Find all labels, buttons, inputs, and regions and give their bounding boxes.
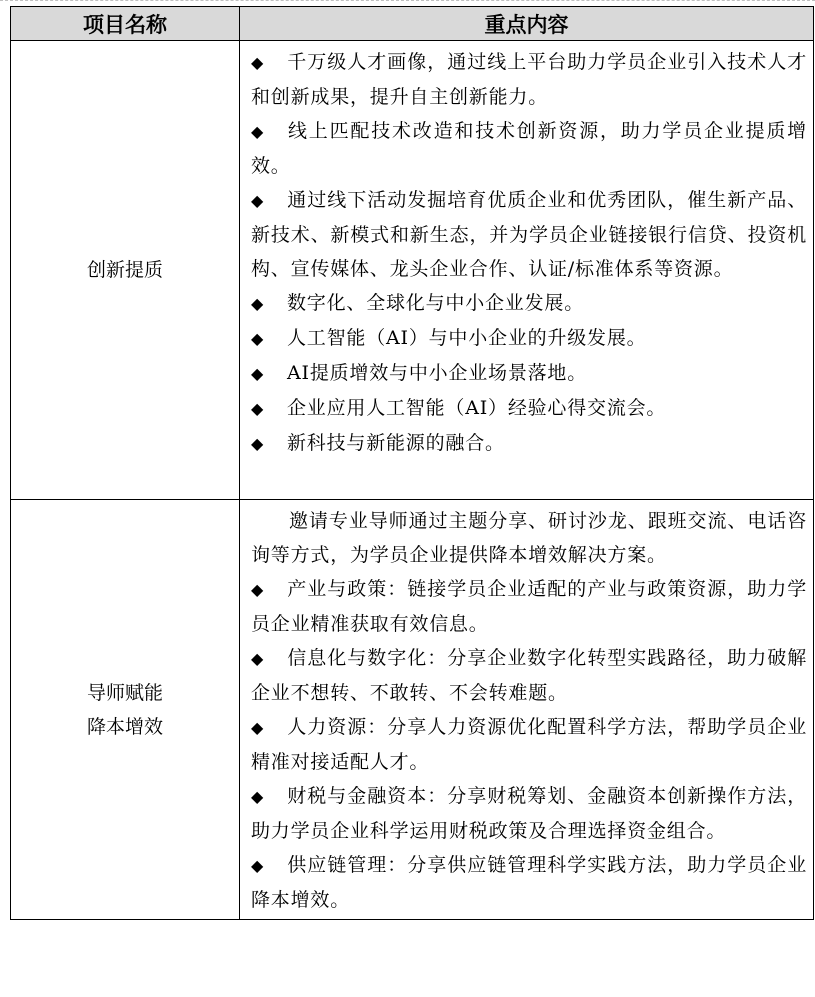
diamond-bullet-icon: ◆ bbox=[251, 329, 265, 348]
content-item: ◆ 信息化与数字化：分享企业数字化转型实践路径，助力破解企业不想转、不敢转、不会转难题。 bbox=[251, 641, 807, 710]
page-top-rule bbox=[0, 0, 815, 1]
table-row bbox=[11, 41, 814, 500]
diamond-bullet-icon: ◆ bbox=[251, 580, 265, 599]
content-item: ◆ 新科技与新能源的融合。 bbox=[251, 426, 807, 461]
diamond-bullet-icon: ◆ bbox=[251, 434, 265, 453]
content-item: ◆ 企业应用人工智能（AI）经验心得交流会。 bbox=[251, 391, 807, 426]
content-intro-paragraph: 邀请专业导师通过主题分享、研讨沙龙、跟班交流、电话咨询等方式，为学员企业提供降本增效解决方案。 bbox=[251, 510, 807, 566]
project-name-cell bbox=[11, 41, 240, 500]
diamond-bullet-icon: ◆ bbox=[251, 399, 265, 418]
diamond-bullet-icon: ◆ bbox=[251, 364, 265, 383]
content-item: ◆ 人力资源：分享人力资源优化配置科学方法，帮助学员企业精准对接适配人才。 bbox=[251, 710, 807, 779]
diamond-bullet-icon: ◆ bbox=[251, 294, 265, 313]
table-header-row bbox=[11, 7, 814, 41]
project-name-cell bbox=[11, 500, 240, 920]
diamond-bullet-icon: ◆ bbox=[251, 718, 265, 737]
key-content-cell bbox=[240, 500, 814, 920]
diamond-bullet-icon: ◆ bbox=[251, 649, 265, 668]
table-row bbox=[11, 500, 814, 920]
content-item: ◆ 财税与金融资本：分享财税筹划、金融资本创新操作方法，助力学员企业科学运用财税政策及合理选择资金组合。 bbox=[251, 779, 807, 848]
diamond-bullet-icon: ◆ bbox=[251, 191, 265, 210]
content-item: ◆ 供应链管理：分享供应链管理科学实践方法，助力学员企业降本增效。 bbox=[251, 848, 807, 917]
content-item: ◆ 数字化、全球化与中小企业发展。 bbox=[251, 286, 807, 321]
project-name-line: 导师赋能 bbox=[86, 681, 163, 704]
diamond-bullet-icon: ◆ bbox=[251, 122, 265, 141]
project-name: 创新提质 bbox=[86, 259, 163, 281]
diamond-bullet-icon: ◆ bbox=[251, 856, 265, 875]
content-item: ◆ 千万级人才画像，通过线上平台助力学员企业引入技术人才和创新成果，提升自主创新能力。 bbox=[251, 45, 807, 114]
diamond-bullet-icon: ◆ bbox=[251, 53, 265, 72]
header-project-name: 项目名称 bbox=[11, 7, 240, 41]
key-content-cell bbox=[240, 41, 814, 500]
content-item: ◆ 产业与政策：链接学员企业适配的产业与政策资源，助力学员企业精准获取有效信息。 bbox=[251, 572, 807, 641]
diamond-bullet-icon: ◆ bbox=[251, 787, 265, 806]
project-table bbox=[10, 6, 814, 920]
content-item: ◆ AI提质增效与中小企业场景落地。 bbox=[251, 356, 807, 391]
content-item: ◆ 线上匹配技术改造和技术创新资源，助力学员企业提质增效。 bbox=[251, 114, 807, 183]
project-name-line: 降本增效 bbox=[86, 715, 163, 738]
content-item: ◆ 人工智能（AI）与中小企业的升级发展。 bbox=[251, 321, 807, 356]
content-item: ◆ 通过线下活动发掘培育优质企业和优秀团队，催生新产品、新技术、新模式和新生态，并为学员企业链接银行信贷、投资机构、宣传媒体、龙头企业合作、认证/标准体系等资源。 bbox=[251, 183, 807, 286]
header-key-content: 重点内容 bbox=[240, 7, 814, 41]
